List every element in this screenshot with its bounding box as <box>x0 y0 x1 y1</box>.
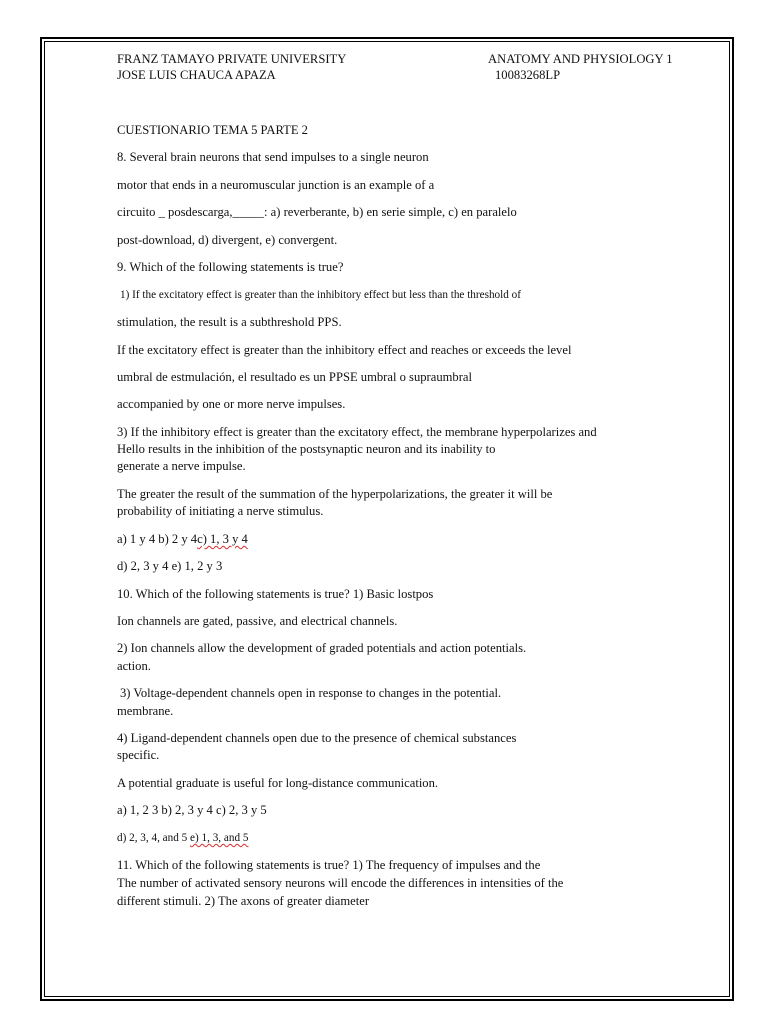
student-id: 10083268LP <box>495 68 561 82</box>
q9-statement4-line2: probability of initiating a nerve stimulus. <box>117 504 324 518</box>
q9-answers-row2: d) 2, 3 y 4 e) 1, 2 y 3 <box>117 559 223 573</box>
q10-statement3-line1: 3) Voltage-dependent channels open in response to changes in the potential. <box>120 686 502 700</box>
q8-line2: motor that ends in a neuromuscular junction is an example of a <box>117 178 435 192</box>
q10-answers-row1: a) 1, 2 3 b) 2, 3 y 4 c) 2, 3 y 5 <box>117 803 267 817</box>
q9-stem: 9. Which of the following statements is true? <box>117 260 344 274</box>
q10-statement4-line2: specific. <box>117 748 160 762</box>
q10-answers-row2 <box>117 830 248 847</box>
q9-answer-c-marked: c) 1, 3 y 4 <box>197 532 248 546</box>
q8-line1: 8. Several brain neurons that send impulses to a single neuron <box>117 150 429 164</box>
q10-answer-d: d) 2, 3, 4, and 5 <box>117 832 188 844</box>
q9-statement3-line2: Hello results in the inhibition of the postsynaptic neuron and its inability to <box>117 442 496 456</box>
q11-line3: different stimuli. 2) The axons of greater diameter <box>117 894 370 908</box>
course-name: ANATOMY AND PHYSIOLOGY 1 <box>488 52 673 66</box>
q9-answers-row1 <box>117 531 248 548</box>
q10-statement5: A potential graduate is useful for long-distance communication. <box>117 776 439 790</box>
q10-statement4-line1: 4) Ligand-dependent channels open due to the presence of chemical substances <box>117 731 517 745</box>
q9-statement2-line1: If the excitatory effect is greater than the inhibitory effect and reaches or exceeds the level <box>117 343 572 357</box>
q10-statement2-line1: 2) Ion channels allow the development of graded potentials and action potentials. <box>117 641 527 655</box>
q9-statement3-line3: generate a nerve impulse. <box>117 459 246 473</box>
q11-line2: The number of activated sensory neurons will encode the differences in intensities of the <box>117 876 564 890</box>
q9-statement2-line3: accompanied by one or more nerve impulses. <box>117 397 346 411</box>
university-name: FRANZ TAMAYO PRIVATE UNIVERSITY <box>117 52 347 66</box>
q10-statement3-line2: membrane. <box>117 704 174 718</box>
page-title: CUESTIONARIO TEMA 5 PARTE 2 <box>117 123 308 137</box>
q9-statement4-line1: The greater the result of the summation of the hyperpolarizations, the greater it will be <box>117 487 553 501</box>
q8-line4: post-download, d) divergent, e) convergent. <box>117 233 338 247</box>
q10-answer-e-marked: e) 1, 3, and 5 <box>190 832 249 844</box>
q9-statement1-line1: 1) If the excitatory effect is greater than the inhibitory effect but less than the threshold of <box>120 289 521 301</box>
student-name: JOSE LUIS CHAUCA APAZA <box>117 68 276 82</box>
q9-statement2-line2: umbral de estmulación, el resultado es un PPSE umbral o supraumbral <box>117 370 473 384</box>
q9-answer-a-b: a) 1 y 4 b) 2 y 4 <box>117 532 198 546</box>
q10-statement1: Ion channels are gated, passive, and electrical channels. <box>117 614 398 628</box>
q11-line1: 11. Which of the following statements is true? 1) The frequency of impulses and the <box>117 858 541 872</box>
q9-statement3-line1: 3) If the inhibitory effect is greater than the excitatory effect, the membrane hyperpolarizes and <box>117 425 597 439</box>
q8-line3: circuito _ posdescarga,_____: a) reverberante, b) en serie simple, c) en paralelo <box>117 205 517 219</box>
q9-statement1-line2: stimulation, the result is a subthreshold PPS. <box>117 315 342 329</box>
q10-statement2-line2: action. <box>117 659 151 673</box>
q10-stem: 10. Which of the following statements is true? 1) Basic lostpos <box>117 587 434 601</box>
